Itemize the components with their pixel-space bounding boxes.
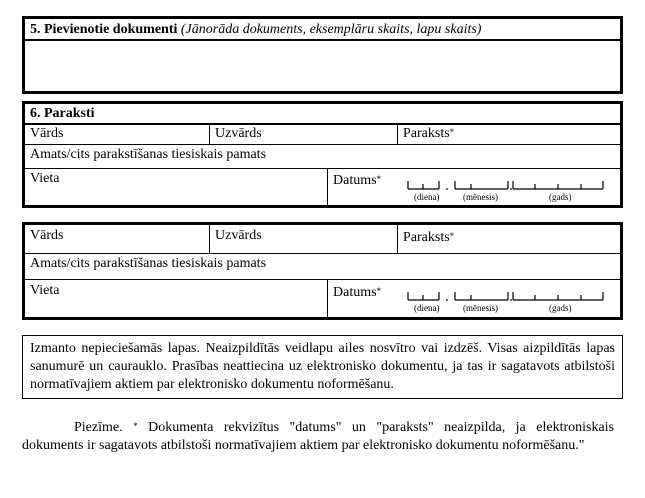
note-text: Dokumenta rekvizītus "datums" un "paraksts" neaizpilda, ja elektroniskais dokuments ir sagatavots atbilstoši normatīvajiem aktiem par elektronisko dokumentu noformēšanu." bbox=[22, 420, 615, 453]
place-label: Vieta bbox=[30, 283, 60, 298]
last-name-label: Uzvārds bbox=[215, 228, 262, 243]
signature-label: Paraksts* bbox=[403, 230, 455, 245]
signature-label: Paraksts* bbox=[403, 126, 455, 141]
date-field[interactable] bbox=[405, 289, 605, 315]
position-label: Amats/cits parakstīšanas tiesiskais pamats bbox=[30, 256, 267, 271]
signature-block-2 bbox=[22, 222, 623, 320]
attached-documents-field[interactable] bbox=[25, 41, 620, 91]
year-caption: (gads) bbox=[549, 303, 572, 313]
note-label: Piezīme. bbox=[74, 420, 123, 435]
section-5-title: 5. Pievienotie dokumenti bbox=[30, 22, 178, 37]
instructions-text: Izmanto nepieciešamās lapas. Neaizpildītās veidlapu ailes nosvītro vai izdzēš. Visas aizpildītās lapas sanumurē un caurauklo. Prasības neattiecina uz elektronisko dokumentu, ja tas ir sagatavots atbilstoši normatīvajiem aktiem par elektronisko dokumentu noformēšanu. bbox=[30, 341, 615, 392]
instructions-box bbox=[22, 335, 623, 399]
month-caption: (mēnesis) bbox=[463, 192, 498, 202]
section-5-hint: (Jānorāda dokuments, eksemplāru skaits, lapu skaits) bbox=[180, 22, 482, 37]
first-name-label: Vārds bbox=[30, 126, 64, 141]
date-label: Datums* bbox=[333, 173, 382, 188]
day-caption: (diena) bbox=[414, 192, 440, 202]
last-name-label: Uzvārds bbox=[215, 126, 262, 141]
section-5-box bbox=[22, 16, 623, 94]
date-field[interactable] bbox=[405, 178, 605, 204]
year-caption: (gads) bbox=[549, 192, 572, 202]
note bbox=[22, 419, 614, 455]
month-caption: (mēnesis) bbox=[463, 303, 498, 313]
first-name-label: Vārds bbox=[30, 228, 64, 243]
position-label: Amats/cits parakstīšanas tiesiskais pamats bbox=[30, 147, 267, 162]
day-caption: (diena) bbox=[414, 303, 440, 313]
note-asterisk: * bbox=[133, 421, 138, 431]
section-6-box bbox=[22, 101, 623, 208]
date-label: Datums* bbox=[333, 285, 382, 300]
place-label: Vieta bbox=[30, 171, 60, 186]
section-6-title: 6. Paraksti bbox=[30, 106, 95, 121]
section-5-header bbox=[30, 22, 481, 38]
